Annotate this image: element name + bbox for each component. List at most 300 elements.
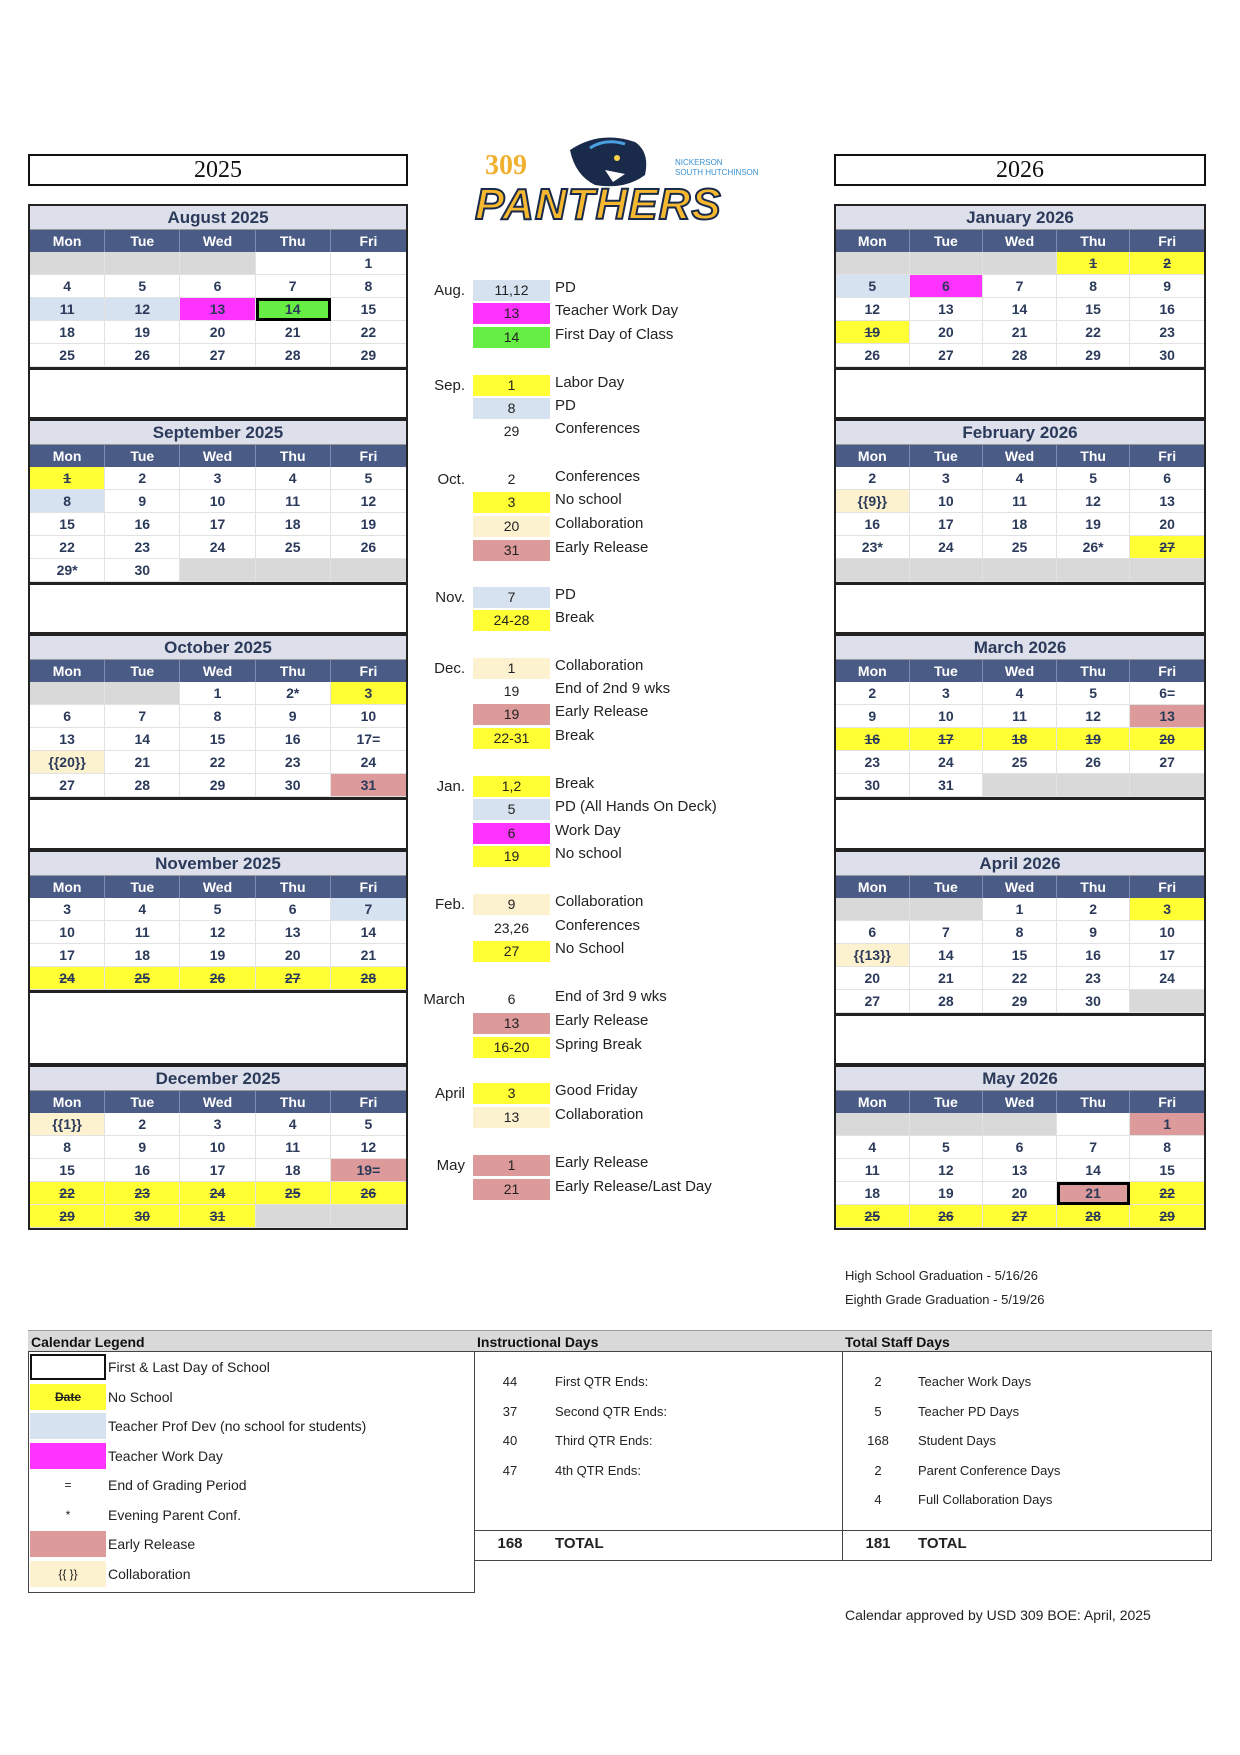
day-cell: 22	[1130, 1182, 1204, 1205]
day-cell: 17=	[331, 728, 406, 751]
day-cell: 11	[983, 490, 1057, 513]
staff-title: Total Staff Days	[842, 1330, 1212, 1352]
weekday-label: Mon	[836, 876, 910, 898]
month-title: December 2025	[30, 1067, 406, 1091]
day-cell	[1130, 990, 1204, 1013]
day-cell: 27	[1130, 751, 1204, 774]
day-cell	[836, 252, 910, 275]
key-date-description: No School	[555, 940, 625, 957]
day-cell	[983, 252, 1057, 275]
day-cell: 4	[836, 1136, 910, 1159]
day-cell: 19	[1057, 513, 1131, 536]
weekday-label: Tue	[105, 1091, 180, 1113]
day-cell: 2	[105, 467, 180, 490]
weekday-header	[30, 876, 406, 898]
key-date: 1	[473, 375, 550, 396]
weekday-label: Tue	[910, 1091, 984, 1113]
key-month-label: Aug.	[434, 282, 465, 299]
key-date-description: Break	[555, 609, 595, 626]
month-spacer	[28, 798, 408, 850]
day-cell: 12	[910, 1159, 984, 1182]
weekday-label: Fri	[1158, 1094, 1177, 1110]
day-cell	[256, 559, 331, 582]
key-date-description: First Day of Class	[555, 326, 674, 343]
day-cell: 28	[1057, 1205, 1131, 1228]
day-cell: {{9}}	[836, 490, 910, 513]
day-cell: 2	[1057, 898, 1131, 921]
day-cell: 9	[256, 705, 331, 728]
month-calendar	[28, 204, 408, 369]
day-cell: 6	[836, 921, 910, 944]
day-cell: 20	[910, 321, 984, 344]
day-cell: 17	[30, 944, 105, 967]
day-cell: 17	[1130, 944, 1204, 967]
day-cell: 26*	[1057, 536, 1131, 559]
day-cell: 10	[910, 490, 984, 513]
day-cell: 18	[256, 513, 331, 536]
logo-sub1: NICKERSON	[675, 158, 723, 167]
eighth-graduation: Eighth Grade Graduation - 5/19/26	[845, 1292, 1045, 1307]
month-spacer	[834, 368, 1206, 419]
key-date: 8	[473, 398, 550, 419]
row-label: Teacher Work Days	[918, 1374, 1032, 1389]
day-cell: 16	[836, 728, 910, 751]
total-number: 168	[497, 1535, 523, 1552]
row-label: First QTR Ends:	[555, 1374, 649, 1389]
day-cell: 5	[331, 1113, 406, 1136]
hs-graduation: High School Graduation - 5/16/26	[845, 1268, 1038, 1283]
day-cell: {{13}}	[836, 944, 910, 967]
key-date: 13	[473, 1013, 550, 1034]
day-cell: 26	[180, 967, 255, 990]
day-cell: 15	[331, 298, 406, 321]
day-cell: 7	[331, 898, 406, 921]
key-date: 1	[473, 658, 550, 679]
day-cell: 24	[910, 751, 984, 774]
weekday-label: Tue	[910, 445, 984, 467]
day-cell: 27	[983, 1205, 1057, 1228]
day-cell: 15	[180, 728, 255, 751]
day-cell: 31	[910, 774, 984, 797]
day-cell: 28	[256, 344, 331, 367]
day-cell: 19	[180, 944, 255, 967]
day-cell: 23	[836, 751, 910, 774]
weekday-label: Fri	[1158, 879, 1177, 895]
day-cell: 11	[983, 705, 1057, 728]
day-cell	[983, 774, 1057, 797]
day-cell: 20	[180, 321, 255, 344]
day-cell: {{20}}	[30, 751, 105, 774]
day-cell: 12	[836, 298, 910, 321]
month-spacer	[834, 583, 1206, 634]
month-title: May 2026	[836, 1067, 1204, 1091]
totals-divider	[842, 1352, 843, 1560]
day-cell: 15	[1130, 1159, 1204, 1182]
day-cell: 24	[30, 967, 105, 990]
weekday-label: Thu	[1057, 876, 1131, 898]
day-cell: 29	[1130, 1205, 1204, 1228]
key-date-description: Early Release/Last Day	[555, 1178, 712, 1195]
day-cell: 29	[1057, 344, 1131, 367]
day-cell	[331, 1205, 406, 1228]
day-cell: 13	[256, 921, 331, 944]
day-cell: 24	[1130, 967, 1204, 990]
key-date-description: PD	[555, 586, 576, 603]
day-cell: 11	[30, 298, 105, 321]
day-cell: 18	[983, 513, 1057, 536]
day-cell: 3	[1130, 898, 1204, 921]
day-cell: 19	[105, 321, 180, 344]
day-cell: 3	[180, 1113, 255, 1136]
totals-line	[474, 1530, 1211, 1531]
day-cell: 8	[1130, 1136, 1204, 1159]
day-cell: 16	[105, 513, 180, 536]
legend-label: First & Last Day of School	[108, 1359, 270, 1375]
weekday-header	[836, 876, 1204, 898]
day-cell: 31	[331, 774, 406, 797]
day-cell: 8	[1057, 275, 1131, 298]
day-cell: 26	[910, 1205, 984, 1228]
day-cell: 21	[105, 751, 180, 774]
day-cell: 3	[910, 682, 984, 705]
key-month-label: Dec.	[434, 660, 465, 677]
day-cell	[910, 559, 984, 582]
day-cell: 6	[180, 275, 255, 298]
day-cell	[910, 252, 984, 275]
day-cell: 13	[910, 298, 984, 321]
day-cell: 15	[30, 1159, 105, 1182]
day-cell: 18	[30, 321, 105, 344]
day-cell: 1	[1130, 1113, 1204, 1136]
key-month-label: Nov.	[435, 589, 465, 606]
key-date-description: Conferences	[555, 917, 641, 934]
day-cell: 11	[105, 921, 180, 944]
weekday-label: Mon	[836, 445, 910, 467]
key-date-description: Break	[555, 727, 595, 744]
day-cell: 8	[180, 705, 255, 728]
row-number: 5	[874, 1403, 882, 1419]
key-date: 16-20	[473, 1037, 550, 1058]
day-cell: 13	[180, 298, 255, 321]
legend-swatch	[30, 1354, 106, 1380]
day-cell: 27	[910, 344, 984, 367]
row-number: 4	[874, 1492, 882, 1507]
day-cell: 26	[1057, 751, 1131, 774]
weekday-label: Wed	[180, 876, 255, 898]
weekday-label: Mon	[836, 1091, 910, 1113]
day-cell: 12	[331, 490, 406, 513]
day-cell: 4	[256, 467, 331, 490]
key-date-description: PD	[555, 397, 576, 414]
weekday-label: Thu	[256, 445, 331, 467]
month-calendar	[28, 850, 408, 992]
day-cell: 11	[256, 490, 331, 513]
day-cell: 25	[256, 1182, 331, 1205]
weekday-label: Mon	[836, 660, 910, 682]
day-cell: 13	[30, 728, 105, 751]
row-label: Teacher PD Days	[918, 1403, 1020, 1419]
day-cell: 23	[1057, 967, 1131, 990]
day-cell: 21	[983, 321, 1057, 344]
day-cell: 15	[1057, 298, 1131, 321]
day-cell: 20	[1130, 728, 1204, 751]
legend-title: Calendar Legend	[28, 1330, 474, 1352]
key-date-description: Break	[555, 775, 595, 792]
day-cell: 5	[1057, 467, 1131, 490]
month-calendar	[28, 419, 408, 584]
day-cell: 12	[1057, 490, 1131, 513]
day-cell: 15	[30, 513, 105, 536]
row-label: 4th QTR Ends:	[555, 1462, 641, 1478]
day-cell: 31	[180, 1205, 255, 1228]
day-cell	[1057, 1113, 1131, 1136]
day-cell	[910, 1113, 984, 1136]
day-cell: 14	[105, 728, 180, 751]
row-label: Full Collaboration Days	[918, 1492, 1053, 1507]
day-cell: 29	[180, 774, 255, 797]
day-cell: 7	[983, 275, 1057, 298]
weekday-label: Tue	[105, 876, 180, 898]
weekday-label: Fri	[359, 1094, 378, 1110]
weekday-label: Thu	[256, 230, 331, 252]
day-cell: 15	[983, 944, 1057, 967]
day-cell: 25	[983, 751, 1057, 774]
weekday-label: Wed	[180, 230, 255, 252]
day-cell	[105, 252, 180, 275]
legend-label: Teacher Work Day	[108, 1447, 223, 1464]
legend-label: Early Release	[108, 1536, 196, 1552]
month-title: October 2025	[30, 636, 406, 660]
day-cell: 24	[331, 751, 406, 774]
day-cell: 9	[105, 490, 180, 513]
row-number: 47	[502, 1462, 518, 1478]
day-cell: 3	[30, 898, 105, 921]
row-number: 2	[874, 1374, 882, 1389]
day-cell	[105, 682, 180, 705]
key-date: 20	[473, 516, 550, 537]
day-cell: 1	[331, 252, 406, 275]
legend-swatch: =	[64, 1478, 72, 1492]
day-cell: 6=	[1130, 682, 1204, 705]
day-cell: 22	[331, 321, 406, 344]
weekday-label: Tue	[105, 445, 180, 467]
weekday-header	[30, 230, 406, 252]
key-date: 27	[473, 941, 550, 962]
total-label: TOTAL	[555, 1535, 604, 1552]
day-cell: 16	[1057, 944, 1131, 967]
day-cell: 4	[983, 467, 1057, 490]
day-cell: 20	[836, 967, 910, 990]
key-date-description: End of 2nd 9 wks	[555, 680, 671, 697]
day-cell: 12	[1057, 705, 1131, 728]
day-cell	[30, 682, 105, 705]
month-title: April 2026	[836, 852, 1204, 876]
key-month-label: Feb.	[434, 896, 465, 913]
day-cell: 3	[180, 467, 255, 490]
day-cell: 7	[256, 275, 331, 298]
month-title: September 2025	[30, 421, 406, 445]
weekday-label: Fri	[359, 879, 378, 895]
day-cell: 23	[256, 751, 331, 774]
day-cell: 28	[105, 774, 180, 797]
weekday-label: Mon	[30, 660, 105, 682]
day-cell: 30	[1130, 344, 1204, 367]
day-cell: 30	[1057, 990, 1131, 1013]
weekday-header	[836, 660, 1204, 682]
key-date-description: Collaboration	[555, 1106, 644, 1123]
day-cell: 20	[256, 944, 331, 967]
key-date: 21	[473, 1179, 550, 1200]
day-cell: 12	[105, 298, 180, 321]
day-cell: 10	[30, 921, 105, 944]
key-date: 24-28	[473, 610, 550, 631]
day-cell: 23	[105, 1182, 180, 1205]
key-date-description: PD	[555, 279, 576, 296]
legend-label: End of Grading Period	[108, 1477, 247, 1493]
day-cell: 24	[180, 536, 255, 559]
day-cell: 29	[331, 344, 406, 367]
key-date: 1	[473, 1155, 550, 1176]
weekday-label: Tue	[910, 876, 984, 898]
weekday-label: Fri	[1158, 663, 1177, 679]
weekday-label: Wed	[983, 660, 1057, 682]
day-cell: 27	[30, 774, 105, 797]
day-cell: 2*	[256, 682, 331, 705]
day-cell: {{1}}	[30, 1113, 105, 1136]
weekday-label: Wed	[180, 445, 255, 467]
total-label: TOTAL	[918, 1535, 967, 1552]
month-spacer	[28, 991, 408, 1065]
legend-label: No School	[108, 1388, 173, 1405]
day-cell: 4	[983, 682, 1057, 705]
weekday-label: Thu	[256, 660, 331, 682]
row-number: 40	[502, 1433, 518, 1448]
day-cell: 9	[1130, 275, 1204, 298]
legend-swatch: Date	[30, 1384, 106, 1410]
day-cell: 22	[983, 967, 1057, 990]
day-cell: 5	[105, 275, 180, 298]
day-cell: 7	[910, 921, 984, 944]
day-cell: 14	[331, 921, 406, 944]
day-cell: 30	[836, 774, 910, 797]
key-date: 13	[473, 1107, 550, 1128]
day-cell: 8	[30, 490, 105, 513]
day-cell: 18	[105, 944, 180, 967]
weekday-header	[836, 1091, 1204, 1113]
month-calendar	[28, 1065, 408, 1230]
day-cell: 26	[331, 1182, 406, 1205]
day-cell: 11	[836, 1159, 910, 1182]
month-spacer	[834, 798, 1206, 850]
key-date-description: Conferences	[555, 420, 641, 437]
row-label: Student Days	[918, 1433, 997, 1448]
day-cell: 5	[331, 467, 406, 490]
key-date-description: Collaboration	[555, 893, 644, 910]
row-label: Parent Conference Days	[918, 1462, 1061, 1478]
day-cell: 9	[836, 705, 910, 728]
month-spacer	[28, 368, 408, 419]
day-cell	[983, 559, 1057, 582]
weekday-label: Wed	[983, 445, 1057, 467]
day-cell: 10	[180, 1136, 255, 1159]
panthers-logo	[475, 130, 760, 242]
key-month-label: Jan.	[436, 778, 465, 795]
key-date-description: Early Release	[555, 539, 649, 556]
key-date-description: Collaboration	[555, 657, 644, 674]
day-cell: 24	[910, 536, 984, 559]
key-date-description: PD (All Hands On Deck)	[555, 798, 717, 815]
key-date-description: Early Release	[555, 1012, 649, 1029]
day-cell: 19	[1057, 728, 1131, 751]
day-cell: 18	[836, 1182, 910, 1205]
day-cell: 8	[30, 1136, 105, 1159]
key-date-description: Conferences	[555, 468, 641, 485]
day-cell: 1	[30, 467, 105, 490]
key-date: 9	[473, 894, 550, 915]
month-spacer	[28, 583, 408, 634]
weekday-label: Wed	[180, 660, 255, 682]
total-number: 181	[865, 1535, 891, 1552]
day-cell: 17	[910, 513, 984, 536]
day-cell: 28	[983, 344, 1057, 367]
weekday-label: Mon	[30, 876, 105, 898]
day-cell: 1	[1057, 252, 1131, 275]
day-cell	[256, 252, 331, 275]
key-date-description: Spring Break	[555, 1036, 642, 1053]
year-2026-header: 2026	[834, 154, 1206, 186]
key-date: 6	[473, 823, 550, 844]
instructional-title: Instructional Days	[474, 1330, 842, 1352]
day-cell: 11	[256, 1136, 331, 1159]
key-date: 6	[507, 991, 516, 1007]
legend-swatch: *	[65, 1507, 71, 1522]
day-cell: 4	[256, 1113, 331, 1136]
day-cell: 6	[256, 898, 331, 921]
legend-label: Teacher Prof Dev (no school for students)	[108, 1418, 367, 1434]
day-cell: 5	[910, 1136, 984, 1159]
day-cell: 14	[1057, 1159, 1131, 1182]
day-cell: 10	[331, 705, 406, 728]
key-date: 3	[473, 1083, 550, 1104]
key-date: 31	[473, 540, 550, 561]
row-label: Second QTR Ends:	[555, 1403, 667, 1419]
day-cell: 5	[1057, 682, 1131, 705]
day-cell: 16	[256, 728, 331, 751]
day-cell: 14	[256, 298, 331, 321]
day-cell: 21	[910, 967, 984, 990]
weekday-label: Wed	[983, 1091, 1057, 1113]
day-cell: 30	[256, 774, 331, 797]
year-2025-header: 2025	[28, 154, 408, 186]
day-cell: 21	[331, 944, 406, 967]
day-cell: 19=	[331, 1159, 406, 1182]
day-cell: 23	[105, 536, 180, 559]
key-month-label: April	[434, 1085, 465, 1102]
day-cell: 28	[331, 967, 406, 990]
day-cell	[836, 559, 910, 582]
day-cell	[1130, 559, 1204, 582]
key-date: 7	[473, 587, 550, 608]
day-cell: 17	[910, 728, 984, 751]
key-date-description: Early Release	[555, 1154, 649, 1171]
day-cell: 5	[180, 898, 255, 921]
key-date-description: Work Day	[555, 822, 621, 839]
weekday-label: Wed	[983, 876, 1057, 898]
key-date: 23,26	[493, 920, 530, 936]
key-date-description: Collaboration	[555, 515, 644, 532]
weekday-label: Fri	[359, 663, 378, 679]
legend-swatch	[30, 1443, 106, 1469]
